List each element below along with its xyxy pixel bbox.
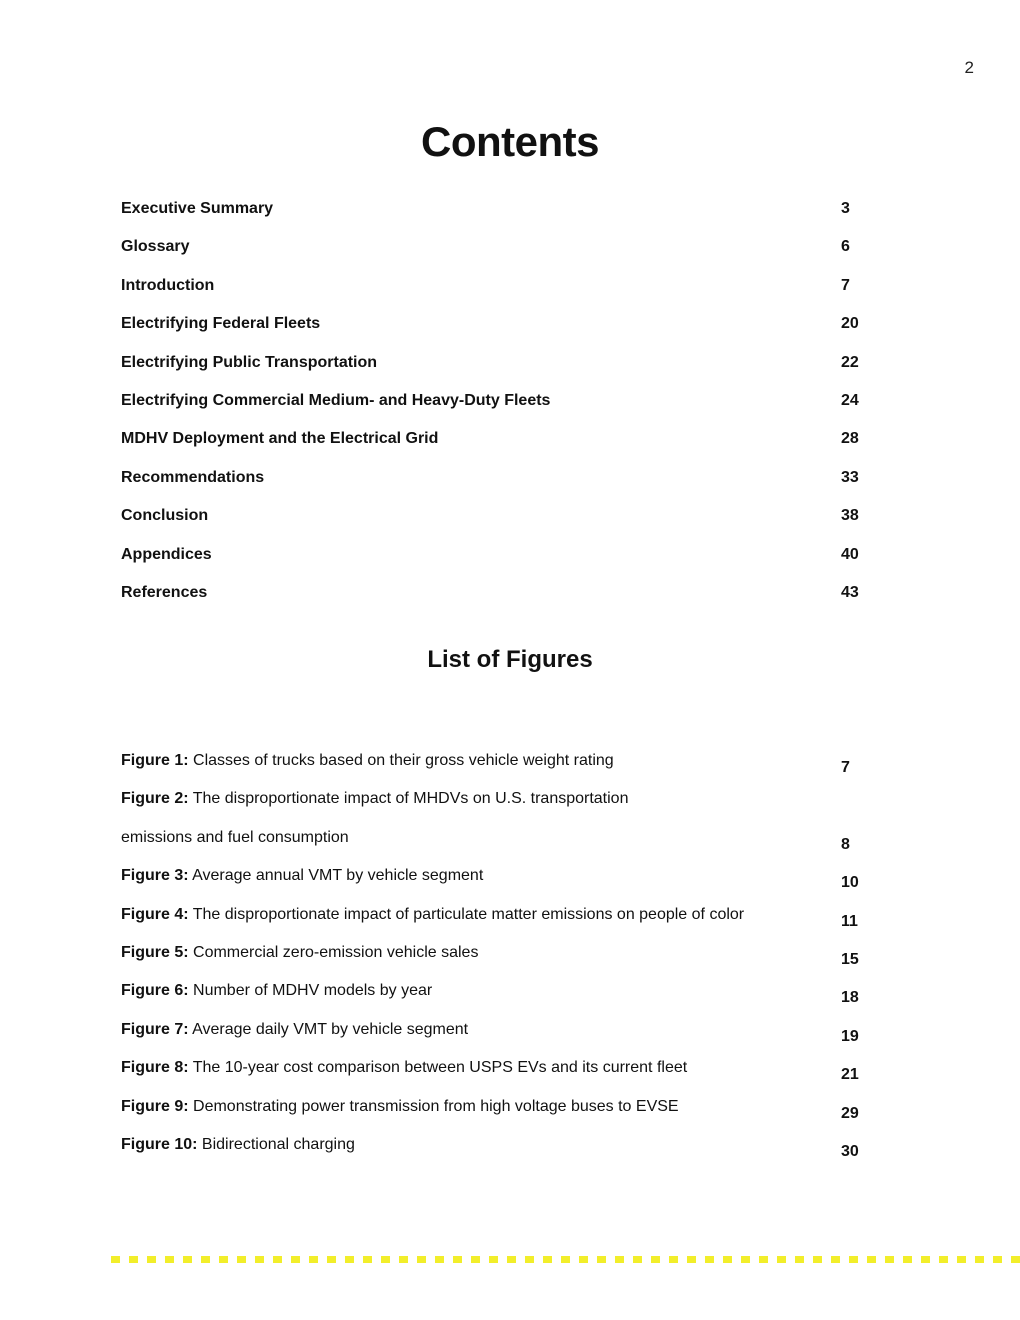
figure-entry-page: 21	[841, 1066, 859, 1084]
figure-entry-text	[121, 780, 841, 857]
toc-entry-public-transportation[interactable]	[121, 351, 881, 389]
figure-entry-text	[121, 857, 841, 895]
figure-entry-page: 29	[841, 1104, 859, 1122]
contents-title: Contents	[421, 118, 599, 165]
toc-entry-page: 22	[841, 353, 859, 371]
toc-entry-page: 7	[841, 276, 850, 294]
figure-caption: Average annual VMT by vehicle segment	[192, 867, 484, 885]
toc-entry-conclusion[interactable]	[121, 504, 881, 542]
figure-label: Figure 6:	[121, 982, 189, 1000]
figure-caption: The 10-year cost comparison between USPS EVs and its current fleet	[192, 1059, 688, 1077]
page-number: 2	[964, 58, 974, 77]
toc-entry-references[interactable]	[121, 581, 881, 619]
figure-entry-page: 8	[841, 835, 850, 853]
figure-entry-page: 7	[841, 758, 850, 776]
figure-caption: Average daily VMT by vehicle segment	[192, 1020, 469, 1038]
toc-entry-page: 28	[841, 430, 859, 448]
figure-entry-text	[121, 1126, 841, 1164]
figure-entry-text	[121, 1088, 841, 1126]
figure-caption: Commercial zero-emission vehicle sales	[193, 943, 479, 961]
toc-entry-page: 43	[841, 583, 859, 601]
toc-entry-label: MDHV Deployment and the Electrical Grid	[121, 430, 439, 448]
figure-label: Figure 10:	[121, 1135, 198, 1153]
figure-label: Figure 1:	[121, 752, 189, 769]
toc-entry-appendices[interactable]	[121, 543, 881, 581]
toc-entry-label: References	[121, 583, 208, 601]
toc-entry-electrical-grid[interactable]	[121, 427, 881, 465]
figure-caption: The disproportionate impact of MHDVs on U.S. transportation	[192, 790, 629, 808]
toc-entry-page: 3	[841, 200, 850, 217]
figure-entry-text	[121, 934, 841, 972]
figure-entry-text	[121, 1049, 841, 1087]
figure-label: Figure 8:	[121, 1059, 189, 1077]
figure-label: Figure 9:	[121, 1097, 189, 1115]
figures-title: List of Figures	[427, 646, 593, 673]
toc-entry-page: 33	[841, 468, 859, 486]
toc-entry-label: Electrifying Commercial Medium- and Heavy-Duty Fleets	[121, 391, 551, 409]
toc-entry-page: 38	[841, 507, 859, 525]
figure-caption: Classes of trucks based on their gross vehicle weight rating	[193, 752, 614, 769]
figure-entry-page: 10	[841, 874, 859, 892]
figure-label: Figure 5:	[121, 943, 189, 961]
figure-entry-page: 30	[841, 1142, 859, 1160]
toc-entry-page: 6	[841, 238, 850, 256]
figure-entry-10[interactable]	[121, 1133, 881, 1171]
toc-entry-label: Glossary	[121, 238, 190, 256]
toc-entry-introduction[interactable]	[121, 274, 881, 312]
toc-entry-label: Electrifying Federal Fleets	[121, 315, 321, 333]
figure-label: Figure 4:	[121, 905, 189, 923]
toc-entry-federal-fleets[interactable]	[121, 312, 881, 350]
footer-dashed-divider	[111, 1256, 1020, 1263]
table-of-contents	[121, 197, 881, 619]
figure-caption: Number of MDHV models by year	[193, 982, 433, 1000]
toc-entry-label: Recommendations	[121, 468, 265, 486]
figure-entry-text	[121, 742, 841, 780]
toc-entry-recommendations[interactable]	[121, 466, 881, 504]
figure-entry-text	[121, 972, 841, 1010]
toc-entry-label: Conclusion	[121, 507, 209, 525]
figure-entry-text	[121, 1011, 841, 1049]
toc-entry-commercial-fleets[interactable]	[121, 389, 881, 427]
figure-caption: The disproportionate impact of particulate matter emissions on people of color	[192, 905, 745, 923]
figure-caption: Demonstrating power transmission from high voltage buses to EVSE	[193, 1097, 679, 1115]
figure-entry-text	[121, 896, 841, 934]
figure-entry-page: 11	[841, 912, 858, 930]
figure-entry-page: 18	[841, 989, 859, 1007]
toc-entry-page: 24	[841, 391, 859, 409]
toc-entry-page: 40	[841, 545, 859, 563]
toc-entry-executive-summary[interactable]	[121, 197, 881, 235]
figure-label: Figure 7:	[121, 1020, 189, 1038]
figure-entry-2[interactable]	[121, 787, 881, 864]
figure-label: Figure 3:	[121, 867, 189, 885]
figure-label: Figure 2:	[121, 790, 189, 808]
figure-entry-page: 15	[841, 950, 859, 968]
toc-entry-label: Electrifying Public Transportation	[121, 353, 378, 371]
figure-caption: Bidirectional charging	[201, 1135, 355, 1153]
list-of-figures	[121, 749, 881, 1171]
toc-entry-label: Executive Summary	[121, 200, 274, 217]
toc-entry-label: Introduction	[121, 276, 215, 294]
figure-caption-continued: emissions and fuel consumption	[121, 828, 349, 846]
figure-entry-page: 19	[841, 1027, 859, 1045]
toc-entry-label: Appendices	[121, 545, 212, 563]
toc-entry-glossary[interactable]	[121, 235, 881, 273]
toc-entry-page: 20	[841, 315, 859, 333]
